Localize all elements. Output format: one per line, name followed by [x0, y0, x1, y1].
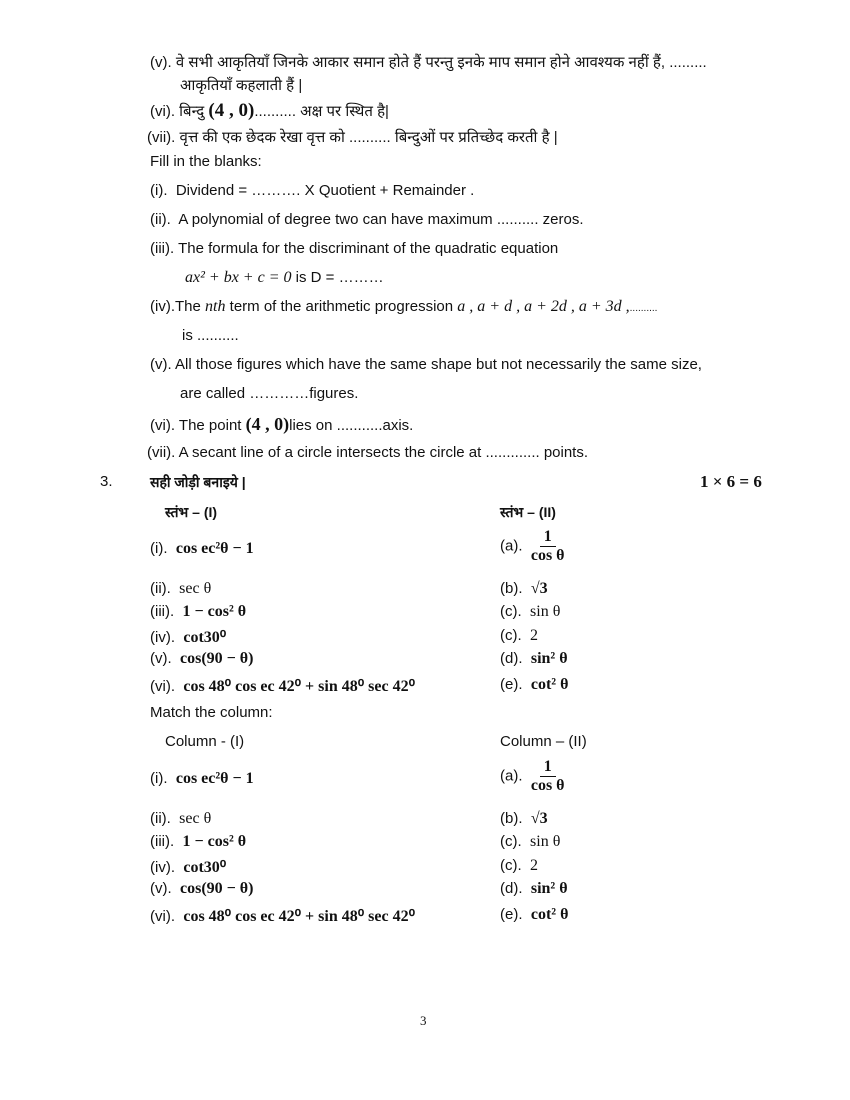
item-number: (vi). [150, 103, 175, 120]
item-text: is D = ……… [295, 269, 384, 286]
math-expression: a , a + d , a + 2d , a + 3d , [457, 298, 630, 315]
item-number: (d). [500, 880, 523, 897]
item-text: The [175, 298, 201, 315]
left-item [150, 603, 246, 621]
item-text: The formula for the discriminant of the quadratic equation [178, 240, 559, 257]
fill-item-ii [150, 211, 584, 228]
item-number: (v). [150, 54, 172, 71]
math-expression: 2 [530, 857, 539, 874]
math-expression: √3 [530, 810, 548, 827]
math-expression: cot30⁰ [183, 859, 227, 876]
item-number: (vii). [147, 129, 176, 146]
math-expression: sin² θ [530, 880, 568, 897]
left-item [150, 676, 415, 696]
item-text: Dividend = ………. X Quotient + Remainder . [175, 182, 475, 199]
item-number: (iii). [150, 833, 175, 850]
item-text: बिन्दु [179, 103, 205, 120]
item-text: वे सभी आकृतियाँ जिनके आकार समान होते हैं परन्तु इनके माप समान होने आवश्यक नहीं हैं, ......... [175, 54, 707, 71]
question-marks: 1 × 6 = 6 [700, 472, 762, 491]
right-item [500, 650, 568, 668]
item-number: (iv). [150, 629, 175, 646]
fill-item-iii-cont [185, 269, 384, 287]
left-item [150, 810, 211, 828]
fraction [531, 758, 565, 795]
section-heading: Match the column: [150, 704, 273, 721]
left-item [150, 906, 415, 926]
math-expression: cot30⁰ [183, 629, 227, 646]
item-number: (e). [500, 906, 523, 923]
question-number: 3. [100, 473, 113, 490]
math-expression: cos ec²θ − 1 [175, 770, 254, 787]
right-item [500, 880, 568, 898]
left-item [150, 540, 254, 558]
item-number: (vi). [150, 908, 175, 925]
item-number: (b). [500, 580, 523, 597]
right-item [500, 906, 568, 924]
item-text: A secant line of a circle intersects the circle at ............. points. [178, 444, 589, 461]
item-number: (ii). [150, 211, 171, 228]
item-number: (c). [500, 603, 522, 620]
math-expression: ax² + bx + c = 0 [185, 269, 292, 286]
column-2-header: स्तंभ – (II) [500, 504, 556, 520]
item-text: A polynomial of degree two can have maximum .......... zeros. [178, 211, 584, 228]
item-number: (vii). [147, 444, 176, 461]
math-expression: sec θ [179, 810, 212, 827]
left-item [150, 880, 253, 898]
item-text: वृत्त की एक छेदक रेखा वृत्त को .......... बिन्दुओं पर प्रतिच्छेद करती है | [179, 129, 558, 146]
left-item [150, 627, 226, 647]
item-text-continued: आकृतियाँ कहलाती हैं | [180, 77, 303, 94]
right-item [500, 676, 568, 694]
section-heading: Fill in the blanks: [150, 153, 262, 170]
fill-item-vii [147, 444, 588, 461]
item-text-continued: is .......... [182, 327, 239, 344]
column-1-header: स्तंभ – (I) [165, 504, 218, 520]
item-number: (vi). [150, 678, 175, 695]
item-number: (iv). [150, 859, 175, 876]
denominator: cos θ [530, 547, 565, 564]
item-text: The point [178, 417, 242, 434]
item-number: (a). [500, 767, 523, 785]
fraction [531, 528, 565, 565]
hindi-item-vi [150, 100, 389, 122]
item-number: (v). [150, 356, 172, 373]
math-expression: sec θ [179, 580, 212, 597]
math-expression: 1 − cos² θ [182, 833, 247, 850]
item-number: (i). [150, 182, 168, 199]
item-number: (c). [500, 857, 522, 874]
item-text: .......... अक्ष पर स्थित है| [254, 103, 389, 120]
math-expression: 1 − cos² θ [182, 603, 247, 620]
right-item [500, 627, 538, 645]
item-number: (a). [500, 537, 523, 555]
item-number: (v). [150, 650, 172, 667]
hindi-item-vii [147, 127, 558, 147]
right-item [500, 758, 565, 795]
left-item [150, 857, 226, 877]
math-expression: 2 [530, 627, 539, 644]
item-number: (i). [150, 770, 168, 787]
numerator: 1 [540, 528, 556, 547]
left-item [150, 770, 254, 788]
item-number: (c). [500, 833, 522, 850]
item-number: (e). [500, 676, 523, 693]
math-expression: sin θ [530, 833, 561, 850]
fill-item-vi [150, 414, 413, 435]
math-expression: cos 48⁰ cos ec 42⁰ + sin 48⁰ sec 42⁰ [183, 908, 415, 925]
numerator: 1 [540, 758, 556, 777]
item-number: (iii). [150, 603, 175, 620]
math-expression: cot² θ [530, 676, 569, 693]
math-expression: √3 [530, 580, 548, 597]
right-item [500, 833, 560, 851]
right-item [500, 603, 560, 621]
right-item [500, 810, 548, 828]
item-text: lies on ...........axis. [289, 417, 414, 434]
item-number: (b). [500, 810, 523, 827]
hindi-item-v [150, 52, 707, 72]
item-number: (ii). [150, 810, 171, 827]
fill-item-v [150, 356, 702, 373]
fill-item-iv [150, 298, 657, 316]
math-expression: sin² θ [530, 650, 568, 667]
item-number: (d). [500, 650, 523, 667]
math-expression: cot² θ [530, 906, 569, 923]
math-expression: cos(90 − θ) [180, 880, 254, 897]
math-expression: cos 48⁰ cos ec 42⁰ + sin 48⁰ sec 42⁰ [183, 678, 415, 695]
blank-dots: .......... [629, 303, 658, 314]
right-item [500, 528, 565, 565]
fill-item-iii [150, 240, 558, 257]
left-item [150, 580, 211, 598]
column-2-header: Column – (II) [500, 733, 587, 750]
math-expression: nth [205, 298, 226, 315]
math-expression: cos ec²θ − 1 [175, 540, 254, 557]
page-number: 3 [420, 1013, 427, 1028]
left-item [150, 650, 253, 668]
left-item [150, 833, 246, 851]
item-number: (ii). [150, 580, 171, 597]
column-1-header: Column - (I) [165, 733, 245, 750]
item-number: (iii). [150, 240, 175, 257]
item-text: All those figures which have the same shape but not necessarily the same size, [175, 356, 702, 373]
item-number: (iv). [150, 298, 175, 315]
math-expression: cos(90 − θ) [180, 650, 254, 667]
fill-item-i [150, 182, 474, 199]
denominator: cos θ [530, 777, 565, 794]
math-expression: sin θ [530, 603, 561, 620]
item-text-continued: are called …………figures. [180, 385, 359, 402]
item-text: term of the arithmetic progression [229, 298, 454, 315]
item-number: (c). [500, 627, 522, 644]
math-expression: (4 , 0) [245, 414, 290, 434]
item-number: (v). [150, 880, 172, 897]
item-number: (i). [150, 540, 168, 557]
right-item [500, 580, 548, 598]
question-title: सही जोड़ी बनाइये | [150, 474, 246, 490]
item-number: (vi). [150, 417, 175, 434]
math-expression: (4 , 0) [208, 100, 255, 121]
right-item [500, 857, 538, 875]
